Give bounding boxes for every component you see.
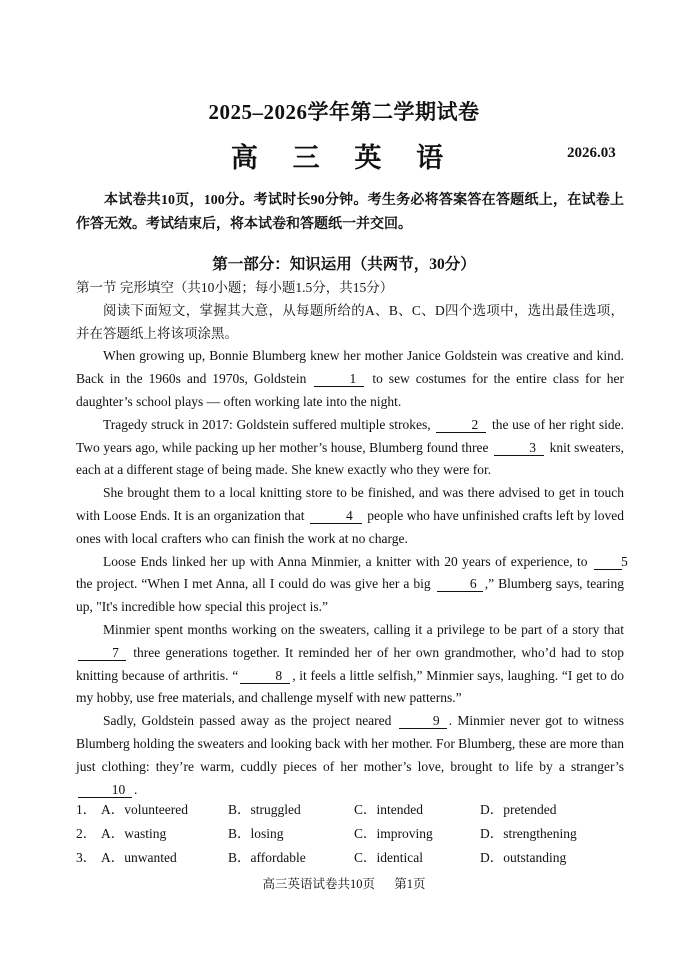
option-row-3 [76, 846, 636, 870]
option-b: B．struggled [228, 802, 301, 817]
answer-options [76, 798, 636, 870]
question-number: 2． [76, 826, 97, 841]
exam-date: 2026.03 [567, 145, 616, 161]
blank-2: 2 [436, 417, 486, 433]
blank-7: 7 [78, 645, 126, 661]
footer-page-number: 第1页 [394, 877, 426, 891]
blank-4: 4 [310, 508, 362, 524]
paragraph-2 [76, 414, 624, 482]
option-c: C．intended [354, 802, 423, 817]
option-row-1 [76, 798, 636, 822]
option-d: D．strengthening [480, 826, 577, 841]
option-b: B．losing [228, 826, 284, 841]
blank-5: 5 [594, 554, 622, 570]
p3-text-a: She brought them to a local knitting store to be finished, and was there advised to get in touch with Loose Ends. It is an organization that [76, 485, 624, 523]
question-number: 1． [76, 802, 97, 817]
p3-text-c: people who have unfinished crafts left by loved ones with local crafters who can finish the work at no charge. [76, 507, 625, 546]
p5-text-a: Minmier spent months working on the sweaters, calling it a privilege to be part of a story that [103, 621, 624, 637]
p5-text-d: , it feels a little selfish,” Minmier says, laughing. “I get to do my hobby, use free materials, and challenge myself with new patterns.” [76, 667, 624, 706]
exam-title: 2025–2026学年第二学期试卷 [208, 100, 480, 124]
p4-text-a: Loose Ends linked her up with Anna Minmier, a knitter with 20 years of experience, to [103, 553, 588, 569]
p6-text-d: . [134, 781, 138, 797]
p2-text-d: knit sweaters, each at a different stage of being made. She knew exactly who they were for. [76, 439, 625, 478]
p2-text-c: the use of her right side. Two years ago, while packing up her mother’s house, Blumberg found three [76, 416, 625, 455]
blank-8: 8 [240, 668, 290, 684]
paragraph-6 [76, 710, 624, 801]
option-row-2 [76, 822, 636, 846]
blank-6: 6 [437, 576, 483, 592]
option-d: D．pretended [480, 802, 557, 817]
option-c: C．improving [354, 826, 433, 841]
question-number: 3． [76, 850, 97, 865]
page-footer [0, 874, 688, 892]
blank-3: 3 [494, 440, 544, 456]
p5-text-c: three generations together. It reminded her of her own grandmother, who’d had to stop knitting because of arthritis. “ [76, 644, 625, 683]
paragraph-4 [76, 551, 628, 619]
p1-text-a: When growing up, Bonnie Blumberg knew her mother Janice Goldstein was creative and kind. Back in the 1960s and 1970s, Goldstein [76, 348, 624, 387]
passage-body [76, 277, 628, 801]
paragraph-5 [76, 619, 624, 710]
option-a: A．unwanted [101, 850, 177, 865]
blank-9: 9 [399, 713, 447, 729]
subject-title: 高 三 英 语 [230, 143, 458, 173]
blank-1: 1 [314, 371, 364, 387]
section-instruction: 阅读下面短文，掌握其大意，从每题所给的A、B、C、D四个选项中，选出最佳选项，并在答题纸上将该项涂黑。 [76, 302, 624, 341]
p6-text-c: . Minmier never got to witness Blumberg holding the sweaters and looking back with her mother. For Blumberg, these are more than just clothing: they’re warm, cuddly pieces of her mother’s love, brought to life by a stranger’s [76, 713, 625, 774]
option-a: A．volunteered [101, 802, 188, 817]
paragraph-1 [76, 345, 624, 413]
subject-line [0, 136, 688, 173]
part-title: 第一部分：知识运用（共两节，30分） [212, 256, 476, 273]
option-a: A．wasting [101, 826, 167, 841]
blank-10: 10 [78, 782, 132, 798]
p6-text-a: Sadly, Goldstein passed away as the project neared [103, 713, 392, 729]
section-heading: 第一节 完形填空（共10小题；每小题1.5分，共15分） [76, 280, 394, 295]
p4-text-d: ,” Blumberg says, tearing up, "It's incredible how special this project is.” [76, 576, 625, 615]
paragraph-3 [76, 482, 624, 550]
footer-page-count: 高三英语试卷共10页 [262, 877, 376, 891]
p1-text-c: to sew costumes for the entire class for her daughter’s school plays — often working late into the night. [76, 371, 624, 409]
exam-notice: 本试卷共10页，100分。考试时长90分钟。考生务必将答案答在答题纸上，在试卷上作答无效。考试结束后，将本试卷和答题纸一并交回。 [76, 193, 624, 232]
option-d: D．outstanding [480, 850, 567, 865]
p4-text-c: the project. “When I met Anna, all I could do was give her a big [76, 576, 431, 592]
option-c: C．identical [354, 850, 423, 865]
option-b: B．affordable [228, 850, 306, 865]
p2-text-a: Tragedy struck in 2017: Goldstein suffered multiple strokes, [103, 416, 431, 432]
